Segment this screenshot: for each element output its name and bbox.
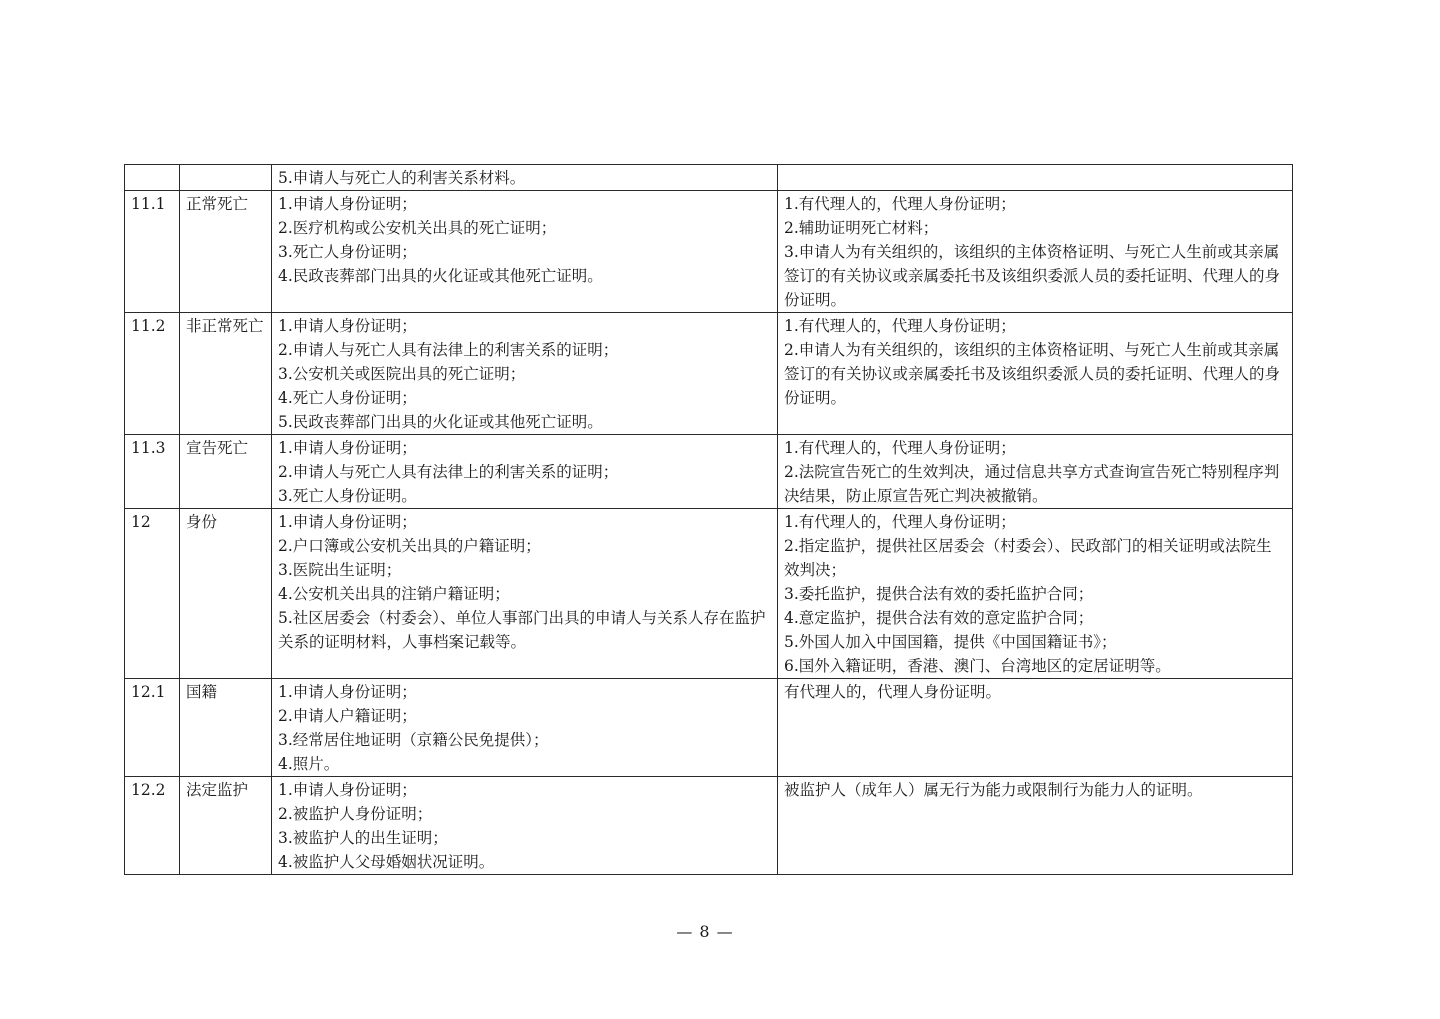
supplementary-material-item: 1.有代理人的，代理人身份证明； [784, 195, 1016, 213]
item-name-cell: 非正常死亡 [180, 313, 272, 435]
supplementary-material-item: 3.申请人为有关组织的，该组织的主体资格证明、与死亡人生前或其亲属签订的有关协议或亲属委托书及该组织委派人员的委托证明、代理人的身份证明。 [784, 243, 1281, 309]
table-row [125, 435, 1293, 509]
required-materials-cell [272, 777, 778, 875]
required-materials-cell [272, 509, 778, 679]
required-materials-cell [272, 191, 778, 313]
required-materials-cell [272, 313, 778, 435]
supplementary-material-item: 6.国外入籍证明，香港、澳门、台湾地区的定居证明等。 [784, 657, 1171, 675]
required-material-item: 2.申请人与死亡人具有法律上的利害关系的证明； [278, 463, 619, 481]
required-material-item: 5.社区居委会（村委会）、单位人事部门出具的申请人与关系人存在监护关系的证明材料，人事档案记载等。 [278, 609, 766, 651]
supplementary-material-item: 2.申请人为有关组织的，该组织的主体资格证明、与死亡人生前或其亲属签订的有关协议或亲属委托书及该组织委派人员的委托证明、代理人的身份证明。 [784, 341, 1281, 407]
required-material-item: 3.公安机关或医院出具的死亡证明； [278, 365, 526, 383]
materials-table [124, 164, 1293, 875]
required-material-item: 1.申请人身份证明； [278, 781, 417, 799]
required-material-item: 2.医疗机构或公安机关出具的死亡证明； [278, 219, 557, 237]
table-row [125, 679, 1293, 777]
item-number-cell: 12.1 [125, 679, 180, 777]
required-material-item: 2.申请人户籍证明； [278, 707, 417, 725]
item-number-cell: 11.3 [125, 435, 180, 509]
required-material-item: 4.公安机关出具的注销户籍证明； [278, 585, 510, 603]
supplementary-material-item: 5.外国人加入中国国籍，提供《中国国籍证书》； [784, 633, 1117, 651]
required-material-item: 4.死亡人身份证明； [278, 389, 417, 407]
table-row [125, 777, 1293, 875]
required-material-item: 3.被监护人的出生证明； [278, 829, 448, 847]
item-number-cell: 12 [125, 509, 180, 679]
required-material-item: 3.死亡人身份证明； [278, 243, 417, 261]
supplementary-material-item: 1.有代理人的，代理人身份证明； [784, 439, 1016, 457]
required-material-item: 5.申请人与死亡人的利害关系材料。 [278, 169, 526, 187]
item-number-cell: 11.2 [125, 313, 180, 435]
table-row [125, 191, 1293, 313]
supplementary-material-item: 有代理人的，代理人身份证明。 [784, 683, 1002, 701]
required-material-item: 3.医院出生证明； [278, 561, 402, 579]
item-name-cell: 宣告死亡 [180, 435, 272, 509]
item-number-cell: 11.1 [125, 191, 180, 313]
required-material-item: 2.被监护人身份证明； [278, 805, 433, 823]
required-material-item: 4.民政丧葬部门出具的火化证或其他死亡证明。 [278, 267, 603, 285]
required-material-item: 1.申请人身份证明； [278, 683, 417, 701]
item-name-cell: 正常死亡 [180, 191, 272, 313]
table-row [125, 313, 1293, 435]
table-row [125, 165, 1293, 191]
item-number-cell [125, 165, 180, 191]
supplementary-material-item: 1.有代理人的，代理人身份证明； [784, 513, 1016, 531]
required-materials-cell [272, 679, 778, 777]
required-material-item: 5.民政丧葬部门出具的火化证或其他死亡证明。 [278, 413, 603, 431]
supplementary-materials-cell [778, 509, 1293, 679]
supplementary-materials-cell [778, 313, 1293, 435]
item-name-cell [180, 165, 272, 191]
required-material-item: 3.经常居住地证明（京籍公民免提供）； [278, 731, 549, 749]
supplementary-materials-cell [778, 679, 1293, 777]
supplementary-materials-cell [778, 777, 1293, 875]
required-material-item: 2.户口簿或公安机关出具的户籍证明； [278, 537, 541, 555]
required-material-item: 1.申请人身份证明； [278, 317, 417, 335]
supplementary-material-item: 2.法院宣告死亡的生效判决，通过信息共享方式查询宣告死亡特别程序判决结果，防止原宣告死亡判决被撤销。 [784, 463, 1280, 505]
item-name-cell: 法定监护 [180, 777, 272, 875]
item-name-cell: 国籍 [180, 679, 272, 777]
required-material-item: 1.申请人身份证明； [278, 513, 417, 531]
supplementary-material-item: 2.辅助证明死亡材料； [784, 219, 939, 237]
supplementary-materials-cell [778, 435, 1293, 509]
required-material-item: 3.死亡人身份证明。 [278, 487, 417, 505]
required-material-item: 4.照片。 [278, 755, 340, 773]
table-body [125, 165, 1293, 875]
required-materials-cell [272, 435, 778, 509]
supplementary-material-item: 1.有代理人的，代理人身份证明； [784, 317, 1016, 335]
required-material-item: 1.申请人身份证明； [278, 439, 417, 457]
required-material-item: 1.申请人身份证明； [278, 195, 417, 213]
supplementary-material-item: 4.意定监护，提供合法有效的意定监护合同； [784, 609, 1094, 627]
required-material-item: 4.被监护人父母婚姻状况证明。 [278, 853, 495, 871]
supplementary-materials-cell [778, 191, 1293, 313]
supplementary-material-item: 被监护人（成年人）属无行为能力或限制行为能力人的证明。 [784, 781, 1203, 799]
supplementary-materials-cell [778, 165, 1293, 191]
supplementary-material-item: 2.指定监护，提供社区居委会（村委会）、民政部门的相关证明或法院生效判决； [784, 537, 1272, 579]
table-row [125, 509, 1293, 679]
item-name-cell: 身份 [180, 509, 272, 679]
item-number-cell: 12.2 [125, 777, 180, 875]
page-number: — 8 — [676, 922, 734, 941]
supplementary-material-item: 3.委托监护，提供合法有效的委托监护合同； [784, 585, 1094, 603]
required-materials-cell [272, 165, 778, 191]
required-material-item: 2.申请人与死亡人具有法律上的利害关系的证明； [278, 341, 619, 359]
